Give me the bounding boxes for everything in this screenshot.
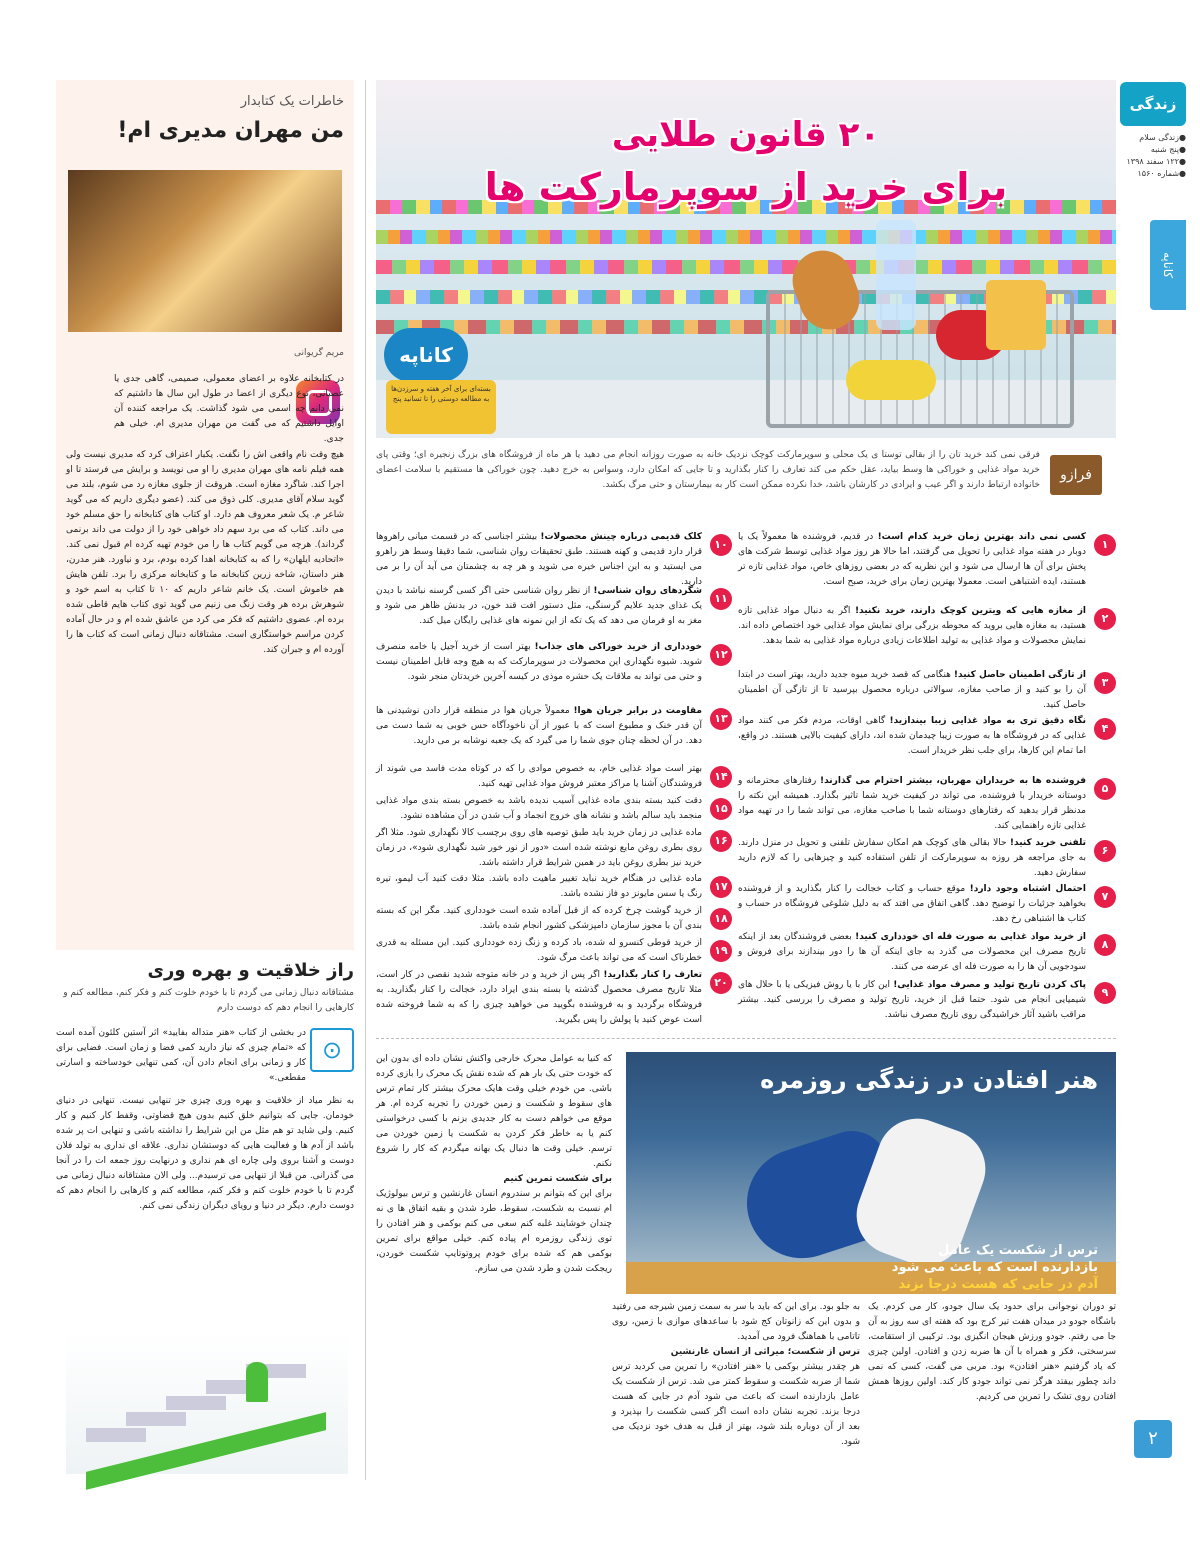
hero-title-line1: ۲۰ قانون طلایی [611, 115, 881, 155]
column-body-intro: در بخشی از کتاب «هنر متداله بفایید» اثر آستین کلئون آمده است که «تمام چیزی که نیاز دارید کمی فضا و زمان است. فضایی برای کار و زمانی برای انجام دادن آن، کمی تنهایی خودساخته و اسارتی مقطعی.» [56, 1028, 306, 1083]
rule-title: پاک کردن تاریخ تولید و مصرف مواد غذایی! [893, 980, 1086, 990]
judo-image [626, 1052, 1116, 1294]
rule-text: دقت کنید بسته بندی ماده غذایی آسیب ندیده باشد به خصوص بسته بندی مواد غذایی منجمد باید سالم باشد و نشانه های خروج انجماد و آب شدن در آن مشاهده نشود. [376, 796, 702, 821]
rule-text: ماده غذایی در زمان خرید باید طبق توصیه های روی برچسب کالا نگهداری شود. مثلا اگر روی بطری روغن مایع نوشته شده است «دور از نور خور شید نگهداری شود»، در زمان خرید نیز بطری روغن باید در همین شرایط قرار داشته باشد. [376, 828, 702, 868]
article-title: هنر افتادن در زندگی روزمره [760, 1066, 1098, 1094]
shelf-row [376, 260, 1116, 274]
column-body: به نظر میاد از خلاقیت و بهره وری چیزی جز تنهایی نیست. تنهایی در دنیای خودمان. جایی که بتوانیم خلق کنیم بدون هیچ قضاوتی، وقفط کار کنیم و کار کنیم. ولی شاید تو هم مثل من این شرایط را نداشته باشی و تنهایی ات پر شده باشد از آدم ها و فعالیت هایی که دوستشان نداری. علاقه ای نداری به تولد فلان دوست و آشنا بروی ولی چاره ای هم نداری و درنهایت روز جمعه ات را در آنجا می گذرانی. من قبلا از تنهایی می ترسیدم... ولی الان مشتاقانه دنبال زمانی می گردم تا با خودم خلوت کنم و فکر کنم، مطالعه کنم و کارهایی را انجام دهم که دوست دارم. دیگر در دنیا و رویای دیگران زندگی نمی کنم. [56, 1096, 354, 1211]
rule-number: ۱ [1094, 534, 1116, 556]
rule-text: حالا بقالی های کوچک هم امکان سفارش تلفنی و تحویل در منزل دارند. به جای مراجعه هر روزه به سوپرمارکت از تلفن استفاده کنید و چیزهایی را که لازم دارید سفارش دهید. [738, 838, 1086, 878]
stair-step [166, 1396, 226, 1410]
rule-number: ۸ [1094, 934, 1116, 956]
rule-number: ۱۸ [710, 908, 732, 930]
rule-item [738, 978, 1086, 1023]
hero-caption: فرقی نمی کند خرید تان را از بقالی توستا ی یک محلی و سوپرمارکت کوچک نزدیک خانه به صورت روزانه انجام می دهید یا هر ماه از فروشگاه های بزرگ زنجیره ای؛ وقتی پای خرید مواد غذایی و خوراکی ها وسط بیاید، عقل حکم می کند تعارف را کنار بگذارید و تا جایی که امکان دارد، وسواس به خرج دهید. چون خوراکی ها مستقیم با سلامت اعضای خانواده ارتباط دارند و اگر عیب و ایرادی در کارشان باشد، خدا نکرده ممکن است کار به بیمارستان و حتی مرگ بکشد. [376, 450, 1040, 490]
article-paragraph: که کنیا به عوامل محرک خارجی واکنش نشان داده ای بدون این که خودت حتی یک بار هم که شده نقش یک محرک را بازی کرده باشی. من خودم خیلی وقت هایک محرک بیشتر کار تمام ترس های سقوط و شکست و زمین خوردن را تجربه کرده ام. هر موقع می خواهم دست به کار جدیدی بزنم با کسی درخواستی کنم یا به خاطر فکر کردن به شکست یا زمین خوردن می ترسم. خیلی وقت ها دنبال یک بهانه میگردم که کار را شروع نکنم. [376, 1054, 612, 1169]
rule-item [738, 530, 1086, 590]
rule-item [376, 936, 702, 966]
rule-title: نگاه دقیق تری به مواد غذایی زیبا بیندازید! [889, 716, 1086, 726]
article-column [376, 1052, 612, 1277]
rule-text: بهتر است از خرید آجیل یا خامه منصرف شوید. شیوه نگهداری این محصولات در سوپرمارکت که به هیچ وجه قابل اطمینان نیست و حتی می تواند به ملاقات یک حشره موذی در کیسه آخرین خریدتان منجر شود. [376, 642, 702, 682]
issue-line: ●شماره ۱۵۶۰ [1137, 169, 1186, 178]
newspaper-logo: زندگی [1120, 82, 1186, 126]
section-tab[interactable]: کاناپه [1150, 220, 1186, 310]
issue-info [1114, 132, 1186, 180]
rule-text: گاهی اوقات، مردم فکر می کنند مواد غذایی که در فروشگاه ها به صورت زیبا چیدمان شده اند، دارای کیفیت بالایی هستند. در واقع، اما تمام این کارها، برای جلب نظر خریدار است. [738, 716, 1086, 756]
quote-line: بازدارنده است که باعث می شود [891, 1260, 1098, 1275]
creativity-column [56, 960, 354, 1480]
hero-image [376, 80, 1116, 438]
issue-line: ●۱۲۲ سفند ۱۳۹۸ [1126, 157, 1186, 166]
water-bottle-icon [876, 220, 916, 330]
rule-item [376, 904, 702, 934]
rule-title: شگردهای روان شناسی! [593, 586, 702, 596]
rule-text: این کار با یا روش فیزیکی یا با حلال های شیمیایی انجام می شود. حتما قبل از خرید، تاریخ تولید و مصرف را بررسی کنید. بیشتر مراقب باشید آثار خراشیدگی روی تاریخ مصرف نباشد. [738, 980, 1086, 1020]
rule-item [376, 872, 702, 902]
rule-number: ۴ [1094, 718, 1116, 740]
source-logo: ⊙ [310, 1028, 354, 1072]
quote-line: آدم در جایی که هست درجا بزند [898, 1277, 1098, 1292]
rule-text: رفتارهای محترمانه و دوستانه خریدار با فروشنده، می تواند در کیفیت خرید شما تاثیر بگذارد. همیشه این نکته را مدنظر قرار بدهید که رفتارهای دوستانه شما با صاحب مغازه، می تواند شما را در تهیه مواد غذایی تازه راهنمایی کند. [738, 776, 1086, 831]
rule-text: بیشتر اجناسی که در قسمت میانی راهروها قرار دارد قدیمی و کهنه هستند. طبق تحقیقات روان شناسی، شما دقیقا وسط هر راهرو می ایستید و به این اجناس خیره می شوید و هر چه به چشمتان می آید آن را بر می دارید. [376, 532, 702, 587]
author-name: مریم گریوانی [293, 348, 344, 358]
rules-left-column [376, 530, 732, 1030]
rule-number: ۱۵ [710, 798, 732, 820]
article-subhead: ترس از شکست؛ میراثی از انسان غارنشین [670, 1347, 860, 1357]
rule-text: هنگامی که قصد خرید میوه جدید دارید، بهتر است در ابتدا آن را بو کنید و از صاحب مغازه، سوالاتی درباره محصول بپرسید تا از تازگی آن اطمینان حاصل کنید. [738, 670, 1086, 710]
rule-title: خودداری از خرید خوراکی های جذاب! [534, 642, 702, 652]
rule-text: ماده غذایی در هنگام خرید نباید تغییر ماهیت داده باشد. مثلا دقت کنید آب لیمو، تیره رنگ یا سس مایونز دو فاز نشده باشد. [376, 874, 702, 899]
column-divider [365, 80, 366, 1480]
rule-title: کسی نمی داند بهترین زمان خرید کدام است! [877, 532, 1087, 542]
article-paragraph: به جلو بود. برای این که باید با سر به سمت زمین شیرجه می رفتید و بدون این که زانوتان کج شود با ساعدهای موازی با زمین، روی تاتامی با هماهنگ فرود می آمدید. [612, 1302, 860, 1342]
source-logo: فرازو [1050, 455, 1102, 495]
rule-text: از خرید گوشت چرخ کرده که از قبل آماده شده است خودداری کنید. مگر این که بسته بندی آن با مجوز سازمان دامپزشکی کشور انجام شده باشد. [376, 906, 702, 931]
rule-title: تلفنی خرید کنید! [1009, 838, 1087, 848]
growth-arrow-icon [86, 1412, 326, 1490]
rule-title: فروشنده ها به خریداران مهربان، بیشتر احترام می گذارند! [820, 776, 1086, 786]
article-column [612, 1300, 860, 1450]
rule-item [376, 584, 702, 629]
rule-number: ۲ [1094, 608, 1116, 630]
article-column: تو دوران نوجوانی برای حدود یک سال جودو، کار می کردم. یک باشگاه جودو در میدان هفت تیر کرج بود که هفته ای سه روز به آن جا می رفتم. جودو ورزش هیجان انگیزی بود. ترکیبی از استقامت، سرسختی، فکر و همراه با آن ها ضربه زدن و افتادن. اولین چیزی که یاد گرفتیم «هنر افتادن» بود. مربی می گفت، کسی که نمی داند چطور بیفتد هرگز نمی تواند جودو کار کند. اولین روزها همش افتادن روی تشک را تمرین می کردیم. [868, 1302, 1116, 1402]
rule-number: ۱۰ [710, 534, 732, 556]
rule-text: بهتر است مواد غذایی خام، به خصوص موادی را که در کوتاه مدت فاسد می شوند از فروشندگان آشنا یا مراکز معتبر فروش مواد غذایی تهیه کنید. [376, 764, 702, 789]
quote-line: ترس از شکست یک عامل [938, 1243, 1098, 1258]
rule-text: از خرید قوطی کنسرو له شده، باد کرده و زنگ زده خودداری کنید. این مسئله به قدری خطرناک است که می تواند باعث مرگ شود. [376, 938, 702, 963]
rule-number: ۹ [1094, 982, 1116, 1004]
rule-item [376, 640, 702, 685]
rule-item [738, 930, 1086, 975]
librarian-column [56, 80, 354, 950]
rule-title: از مغازه هایی که ویترین کوچک دارند، خرید نکنید! [854, 606, 1086, 616]
rule-item [376, 826, 702, 871]
rule-text: بعضی فروشندگان بعد از اینکه تاریخ مصرف این محصولات می گذرد به جای اینکه آن ها را دور بیندازند برای فروش و سودجویی آن ها را به صورت فله ای عرضه می کنند. [738, 932, 1086, 972]
rule-number: ۱۱ [710, 588, 732, 610]
page-number: ۲ [1134, 1420, 1172, 1458]
rule-text: موقع حساب و کتاب خجالت را کنار بگذارید و از فروشنده بخواهید جزئیات را توضیح دهد. گاهی اتفاق می افتد که به دلیل شلوغی فروشگاه در حساب و کتاب ها اشتباهی رخ دهد. [738, 884, 1086, 924]
column-body-intro: در کتابخانه علاوه بر اعضای معمولی، صمیمی، گاهی جدی یا عصبانی، نوع دیگری از اعضا در طول این سال ها داشتیم که نمی دانم چه اسمی می شود گذاشت. یک مراجعه کننده آن اوایل داشتیم که می گفت من مهران مدیری ام. خیلی هم جدی. [114, 374, 344, 444]
rule-item [738, 604, 1086, 649]
hero-title-line2: برای خرید از سوپرمارکت ها [484, 165, 1008, 209]
rule-number: ۷ [1094, 886, 1116, 908]
banana-icon [846, 360, 936, 400]
rule-number: ۱۲ [710, 644, 732, 666]
column-title: من مهران مدیری ام! [117, 118, 344, 143]
rule-text: اگر به دنبال مواد غذایی تازه هستید، به مغازه هایی بروید که محوطه بزرگی برای نمایش مواد غذایی خود اختصاص داده اند. نمایش محصولات و مواد غذایی به تولید اطلاعات زیادی درباره مواد غذایی به شما بدهد. [738, 606, 1086, 646]
stair-step [86, 1428, 146, 1442]
rule-item [376, 704, 702, 749]
rule-item [376, 968, 702, 1028]
rule-text: در قدیم، فروشنده ها معمولاً یک یا دوبار در هفته مواد غذایی را تحویل می گرفتند، اما حالا هر روز مواد غذایی توسط شرکت های پخش برای آن ها ارسال می شود و این نظریه که در بعضی روزهای خاص، مواد غذایی تازه تر هستند، ایده اشتباهی است. معمولا بهترین زمان برای خرید، صبح است. [738, 532, 1086, 587]
rule-text: اگر پس از خرید و در خانه متوجه شدید نقصی در کار است، مثلا تاریخ مصرف محصول گذشته یا بسته بندی ایراد دارد، خجالت را کنار بگذارید. به فروشگاه برگردید و به فروشنده بگویید می خواهید چیزی را که به شما فروخته شده است عوض کنید یا پولش را پس بگیرید. [376, 970, 702, 1025]
rule-number: ۱۴ [710, 766, 732, 788]
column-title: راز خلاقیت و بهره وری [147, 960, 354, 981]
rule-item [376, 762, 702, 792]
shelf-row [376, 230, 1116, 244]
rule-number: ۳ [1094, 672, 1116, 694]
rule-title: از خرید مواد غذایی به صورت فله ای خودداری کنید! [855, 932, 1086, 942]
rule-title: احتمال اشتباه وجود دارد! [969, 884, 1086, 894]
rule-number: ۱۷ [710, 876, 732, 898]
rule-item [376, 794, 702, 824]
rule-item [738, 714, 1086, 759]
rule-number: ۶ [1094, 840, 1116, 862]
issue-line: ●پنج شنبه [1150, 145, 1186, 154]
rule-item [376, 530, 702, 590]
rule-number: ۱۹ [710, 940, 732, 962]
rule-item [738, 836, 1086, 881]
masthead [1114, 82, 1186, 227]
column-body: هیچ وقت نام واقعی اش را نگفت. یکبار اعتراف کرد که مدیری نیست ولی همه فیلم نامه های مهران مدیری را او می نویسد و برایش می فرستد تا او اجرا کند. شاگرد مغازه است. هروقت از جلوی مغازه رد می شوم، بلند می گوید سلام آقای مدیری. کلی ذوق می کند. (عضو دیگری داریم که می گوید شاعر م. یک شعر معروف هم دارد. او کتاب های کتابخانه را حق مسلم خود می داند. کتاب که می برد سهم داد خواهی خود را از دولت می داند برنمی گرداند). هرچه می گویم کتاب ها را من خودم تهیه کرده ام قبول نمی کند. «اتحادیه ایلهان» را که به کتابخانه اهدا کرده بودم، برد و نیاورد. هنر مدرن، هنر داستان، شاخه زرین کتابخانه ما و کتابخانه مرکزی را برد. تلفن هایش هم خاموش است. یک خانم شاعر داریم که ۱۰ تا کتاب به اسم خود و شوهرش برده هر وقت زنگ می زنیم می گوید توی کتاب هایم قاطی شده برده ام. عضوی داشتیم که فکر می کرد من عاشق شده ام و در حال آماده کردن مراسم خواستگاری است. مشتاقانه دنبال زمانی است که کتاب ها را آورده ام و جبران کند. [66, 450, 344, 655]
rule-number: ۲۰ [710, 972, 732, 994]
runner-figure-icon [246, 1362, 268, 1402]
rule-item [738, 668, 1086, 713]
rule-item [738, 774, 1086, 834]
rule-title: کلک قدیمی درباره چینش محصولات! [540, 532, 702, 542]
kanape-badge: کاناپه [384, 328, 468, 382]
rule-number: ۱۳ [710, 708, 732, 730]
article-paragraph: هر چقدر بیشتر بوکمی یا «هنر افتادن» را تمرین می کردید ترس شما از ضربه شکست و سقوط کمتر می شد. ترس از شکست یک عامل بازدارنده است که باعث می شود آدم در جایی که هست درجا بزند. تجربه نشان داده است اگر کسی شکست را بپذیرد و بعد از آن دوباره بلند شود، بهتر از قبل به هدف خود نزدیک می شود. [612, 1362, 860, 1447]
section-divider [376, 1038, 1116, 1040]
issue-line: ●زندگی سلام [1139, 133, 1186, 142]
article-paragraph: برای این که بتوانم بر سندروم انسان غارنشین و ترس بیولوژیک ام نسبت به شکست، سقوط، طرد شدن و بقیه اتفاق ها ی نه چندان خوشایند غلبه کنم سعی می کنم بوکمی و هنر افتادن را توی زندگی روزمره ام پیاده کنم. خیلی مواقع برای تمرین بوکمی هم که شده برای خودم پروتوتایپ شکست خوردن، ریجکت شدن و طرد شدن می سازم. [376, 1189, 612, 1274]
pull-quote [892, 1242, 1098, 1293]
rule-number: ۱۶ [710, 830, 732, 852]
rule-title: مقاومت در برابر جریان هوا! [573, 706, 702, 716]
rule-title: تعارف را کنار بگذارید! [603, 970, 702, 980]
article-subhead: برای شکست تمرین کنیم [503, 1174, 612, 1184]
pasta-pack-icon [986, 280, 1046, 350]
column-subtitle: مشتاقانه دنبال زمانی می گردم تا با خودم خلوت کنم و فکر کنم، مطالعه کنم و کارهایی را انجام دهم که دوست دارم [63, 988, 354, 1013]
open-book-image [68, 170, 342, 332]
rules-right-column [738, 530, 1116, 1030]
stairs-illustration [66, 1332, 348, 1474]
rule-number: ۵ [1094, 778, 1116, 800]
sofa-badge-text: بسته‌ای برای آخر هفته و سرزدن‌ها به مطالعه دوستی را تا تسانید پنج [386, 380, 496, 434]
rule-text: از نظر روان شناسی حتی اگر کسی گرسنه نباشد با دیدن یک غذای جدید علایم گرسنگی، مثل دستور افت قند خون، در بدنش ظاهر می شود و مغز به او فرمان می دهد که یک تکه از این نمونه های غذایی رایگان میل کند. [376, 586, 702, 626]
rule-text: معمولاً جریان هوا در منطقه قرار دادن نوشیدنی ها آن قدر خنک و مطبوع است که با عبور از آن ناخودآگاه حس خوبی به شما دست می دهد. در آن لحظه چنان جوی شما را می گیرد که یک جعبه نوشابه بر می دارید. [376, 706, 702, 746]
column-kicker: خاطرات یک کتابدار [240, 94, 344, 109]
rule-item [738, 882, 1086, 927]
stair-step [126, 1412, 186, 1426]
rule-title: از تازگی اطمینان حاصل کنید! [953, 670, 1086, 680]
